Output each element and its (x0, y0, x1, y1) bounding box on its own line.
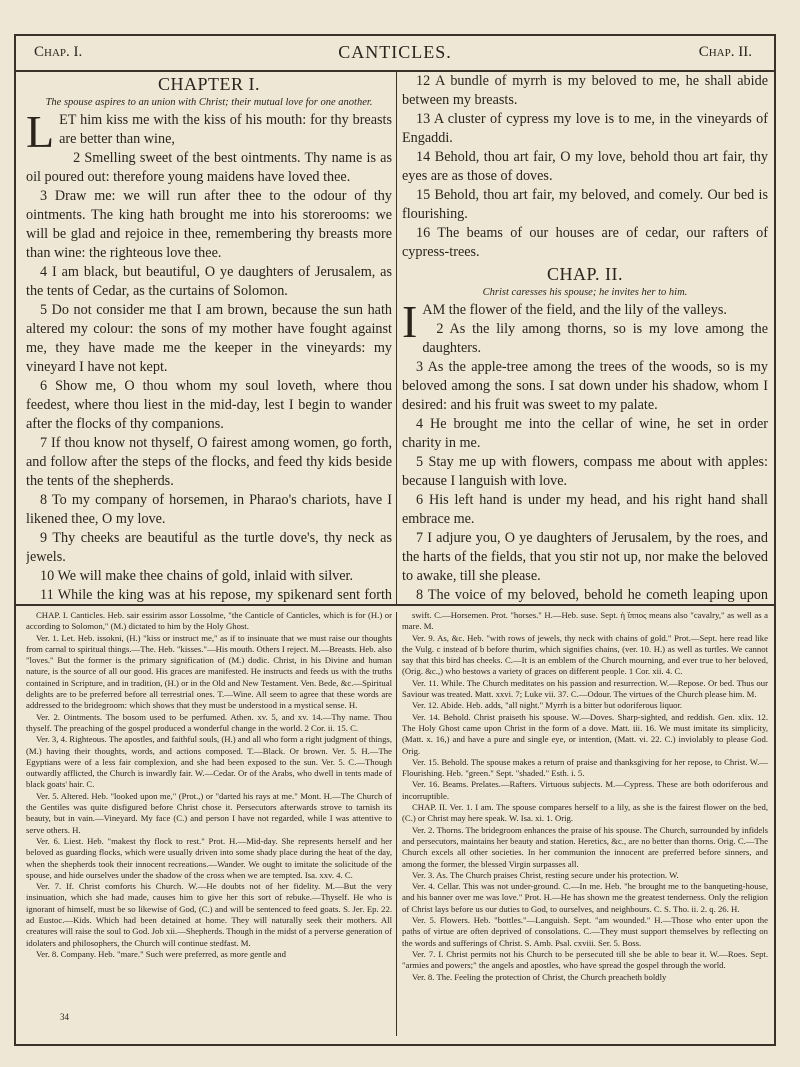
note: Ver. 16. Beams. Prelates.—Rafters. Virtuous subjects. M.—Cypress. These are both odoriferous and incorruptible. (402, 779, 768, 801)
note: Ver. 8. The. Feeling the protection of Christ, the Church preacheth boldly (412, 971, 667, 982)
verse: 2 As the lily among thorns, so is my love among the daughters. (422, 321, 768, 356)
chapter-1-title: CHAPTER I. (157, 74, 260, 94)
verse: 9 Thy cheeks are beautiful as the turtle dove's, thy neck as jewels. (26, 530, 392, 565)
verse: 4 I am black, but beautiful, O ye daughters of Jerusalem, as the tents of Cedar, as the curtains of Solomon. (26, 264, 392, 299)
note: Ver. 1. Let. Heb. issokni, (H.) "kiss or instruct me," as if to insinuate that we must raise our thoughts from carnal to spiritual things.—The. Heb. "kisses."—His mouth. Others I reject. M.—Breasts. Heb. also "loves." But the former is the primary signification of (M.) dodic. Christ, in his Divine and human nature, is the source of all our good. His graces are manifested. He instructs and feeds us with the truths contained in Scripture, and in tradition, (H.) or in the Old and New Testament. Ven. Bede, &c.—Spiritual delights are to be preferred before all terrestrial ones. T.—Wine. All seem to agree that these words are addressed to the bridegroom: which shows that they must be understood in a mystical sense. H. (26, 632, 392, 711)
verse: 12 A bundle of myrrh is my beloved to me, he shall abide between my breasts. (402, 73, 768, 108)
verse: 13 A cluster of cypress my love is to me, in the vineyards of Engaddi. (402, 111, 768, 146)
verse: 7 If thou know not thyself, O fairest among women, go forth, and follow after the steps of the flocks, and feed thy kids beside the tents of the shepherds. (26, 435, 392, 489)
verse: 8 The voice of my beloved, behold he cometh leaping upon (416, 587, 768, 602)
verse: LET him kiss me with the kiss of his mouth: for thy breasts are better than wine, (26, 106, 392, 157)
notes-column-left (26, 610, 392, 1046)
verse: 7 I adjure you, O ye daughters of Jerusalem, by the roes, and the harts of the fields, that you stir not up, nor make the beloved to awake, till she please. (402, 530, 768, 584)
chapter-2-summary: Christ caresses his spouse; he invites her to him. (482, 287, 688, 298)
column-divider (396, 70, 397, 604)
footnotes (16, 610, 774, 1044)
drop-cap: L (26, 106, 55, 157)
note: Ver. 8. Company. Heb. "mare." Such were preferred, as more gentle and (36, 948, 286, 959)
verse: 11 While the king was at his repose, my spikenard sent forth (40, 587, 392, 602)
note: Ver. 2. Ointments. The bosom used to be perfumed. Athen. xv. 5, and xv. 14.—Thy name. Thou thyself. The preaching of the gospel produced a wonderful change in the world. 2 Cor. ii. 15. C. (26, 711, 392, 733)
page-frame (14, 34, 776, 1046)
verse: 4 He brought me into the cellar of wine, he set in order charity in me. (402, 416, 768, 451)
verse: 6 His left hand is under my head, and his right hand shall embrace me. (402, 492, 768, 527)
note: Ver. 5. Altered. Heb. "looked upon me," (Prot.,) or "darted his rays at me." Mont. H.—The Church of the Gentiles was quite disfigured before Christ chose it. Persecutors afterwards strove to tarnish its beauty, but in vain.—Vineyard. My face (C.) and person I have not regarded, while I was attentive to serve others. H. (26, 790, 392, 835)
text-column-left (26, 72, 392, 602)
verse: 2 Smelling sweet of the best ointments. Thy name is as oil poured out: therefore young maidens have loved thee. (26, 150, 392, 185)
text-column-right (402, 72, 768, 602)
verse: 8 To my company of horsemen, in Pharao's chariots, have I likened thee, O my love. (26, 492, 392, 527)
notes-divider (16, 604, 774, 606)
verse: 14 Behold, thou art fair, O my love, behold thou art fair, thy eyes are as those of doves. (402, 149, 768, 184)
verse: 15 Behold, thou art fair, my beloved, and comely. Our bed is flourishing. (402, 187, 768, 222)
verse: 3 As the apple-tree among the trees of the woods, so is my beloved among the sons. I sat down under his shadow, whom I desired: and his fruit was sweet to my palate. (402, 359, 768, 413)
verse: 5 Stay me up with flowers, compass me about with apples: because I languish with love. (402, 454, 768, 489)
note: Ver. 2. Thorns. The bridegroom enhances the praise of his spouse. The Church, surrounded by infidels and persecutors, maintains her beauty and station. Heretics, &c., are no better than thorns. Orig. C.—The Church excels all other societies. In her communion the innocent are preferred before sinners, and among the former, the blessed Virgin surpasses all. (402, 824, 768, 869)
note: Ver. 12. Abide. Heb. adds, "all night." Myrrh is a bitter but odoriferous liquor. (412, 700, 683, 711)
note: Ver. 5. Flowers. Heb. "bottles."—Languish. Sept. "am wounded." H.—Those who enter upon the paths of virtue are often deprived of consolations. C.—They must support themselves by reflecting on the words and sufferings of Christ. S. Amb. Psal. cxviii. Ser. 5. Boss. (402, 915, 768, 948)
note: Ver. 7. If. Christ comforts his Church. W.—He doubts not of her fidelity. M.—But the very insinuation, which she had made, causes him to give her this sort of rebuke.—Thyself. He who is ignorant of himself, must be so likewise of God, (C.) and will be sentenced to feed goats. S. Jer. Ep. 22. ad Eustoc.—Kids. Which had been detained at home. They will naturally seek their mothers. All creatures will raise the soul to God. Job xii.—Shepherds. Though in the midst of a perverse generation of idolaters and philosophers, the Church will continue stedfast. M. (26, 881, 392, 948)
running-header (16, 36, 774, 72)
header-right: Chap. II. (698, 44, 752, 60)
verse: 6 Show me, O thou whom my soul loveth, where thou feedest, where thou liest in the mid-day, lest I begin to wander after the flocks of thy companions. (26, 378, 392, 432)
notes-column-divider (396, 612, 397, 1036)
header-left: Chap. I. (34, 44, 83, 60)
verse: 10 We will make thee chains of gold, inlaid with silver. (40, 568, 354, 584)
chapter-2-title: CHAP. II. (546, 264, 623, 284)
note: Ver. 3. As. The Church praises Christ, resting secure under his protection. W. (412, 869, 679, 880)
header-title: CANTICLES. (338, 42, 452, 62)
verse: IAM the flower of the field, and the lily of the valleys. (402, 296, 727, 347)
note: swift. C.—Horsemen. Prot. "horses." H.—Heb. suse. Sept. ἡ ἵππος means also "cavalry," as well as a mare. M. (402, 610, 768, 632)
verse: 5 Do not consider me that I am brown, because the sun hath altered my colour: the sons of my mother have fought against me, they have made me the keeper in the vineyards: my vineyard I have not kept. (26, 302, 392, 375)
verse: 3 Draw me: we will run after thee to the odour of thy ointments. The king hath brought me into his storerooms: we will be glad and rejoice in thee, remembering thy breasts more than wine: the righteous love thee. (26, 188, 392, 261)
note: Ver. 11. While. The Church meditates on his passion and resurrection. W.—Repose. Or bed. Thus our Saviour was treated. Matt. xxvi. 7; Luke vii. 37. C.—Odour. The virtues of the Church please him. M. (402, 677, 768, 700)
chapter-1-summary: The spouse aspires to an union with Christ; their mutual love for one another. (45, 97, 373, 108)
note: Ver. 4. Cellar. This was not under-ground. C.—In me. Heb. "he brought me to the banqueting-house, and his banner over me was love." Prot. H.—He has shown me the greatest tenderness. Only the religion of Christ lays before us our duties to God, to ourselves, and neighbours. C. S. Tho. ii. 2. q. 26. H. (402, 881, 768, 914)
note: Ver. 3, 4. Righteous. The apostles, and faithful souls, (H.) and all who form a right judgment of things, (M.) having their thoughts, words, and actions composed. T.—Black. Or brown. Ver. 5. H.—The Egyptians were of a less fair complexion, and she had been exposed to the sun. Ver. 5. C.—Though outwardly afflicted, the Church is inwardly fair. W.—Cedar. Or of the Arabs, who dwell in tents made of black goats' hair. C. (26, 734, 392, 790)
note: CHAP. I. Canticles. Heb. sair essirim assor Lossolme, "the Canticle of Canticles, which is for (H.) or according to Solomon," (M.) dictated to him by the Holy Ghost. (26, 610, 392, 632)
note: CHAP. II. Ver. 1. I am. The spouse compares herself to a lily, as she is the fairest flower on the bed, (C.) or Christ may here speak. W. Isa. xi. 1. Orig. (402, 802, 768, 824)
verse: 16 The beams of our houses are of cedar, our rafters of cypress-trees. (402, 225, 768, 260)
notes-column-right (402, 610, 768, 1046)
drop-cap: I (402, 296, 418, 347)
note: Ver. 14. Behold. Christ praiseth his spouse. W.—Doves. Sharp-sighted, and reddish. Gen. xlix. 12. The Holy Ghost came upon Christ in the form of a dove. Matt. iii. 16. We must imitate its simplicity, (Matt. x. 16,) and have a pure and single eye, or intention, (Matt. vi. 22. C.) inviolably to please God. Orig. (402, 711, 768, 756)
note: Ver. 9. As, &c. Heb. "with rows of jewels, thy neck with chains of gold." Prot.—Sept. here read like the Vulg. c instead of b before thurim, which signifies chains, (ver. 10. H.) as well as turtles. We cannot say that this bird has cheeks. C.—It is an emblem of the Church mourning, and ever true to her beloved, (Orig. &c.,) who bestows a variety of graces on different people. 1 Cor. xii. 4. C. (402, 632, 768, 677)
page-number: 34 (60, 1012, 69, 1022)
note: Ver. 15. Behold. The spouse makes a return of praise and thanksgiving for her repose, to Christ. W.—Flourishing. Heb. "green." Sept. "shaded." Esth. i. 5. (402, 756, 768, 779)
note: Ver. 7. I. Christ permits not his Church to be persecuted till she be able to bear it. W.—Roes. Sept. "armies and powers;" the angels and apostles, who have spread the gospel through the world. (402, 948, 768, 971)
note: Ver. 6. Liest. Heb. "makest thy flock to rest." Prot. H.—Mid-day. She represents herself and her beloved as guarding flocks, which were usually driven into some shady place during the heat of the day, when the shepherds took their innocent recreations.—Wander. We ought to imitate the solicitude of the spouse, and hide ourselves under the shadow of the cross when we are tempted. Isa. xxv. 4. C. (26, 835, 392, 880)
